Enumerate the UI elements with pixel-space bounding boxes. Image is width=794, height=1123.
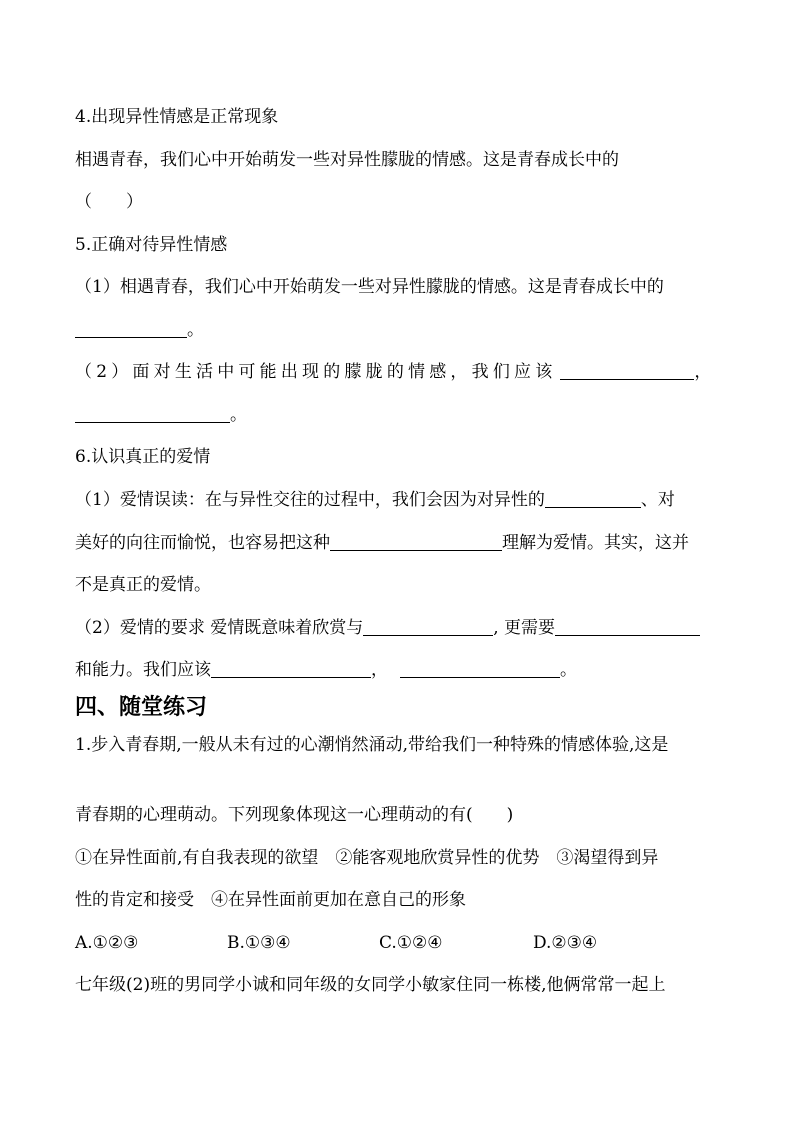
option-a[interactable]: A.①②③ [75,933,139,953]
fill-blank[interactable] [330,532,502,551]
section-6-q1-line3: 不是真正的爱情。 [75,575,211,595]
option-c[interactable]: C.①②④ [379,933,443,953]
section-4-text: 相遇青春，我们心中开始萌发一些对异性朦胧的情感。这是青春成长中的 [75,150,619,170]
section-5-q1-text: （1）相遇青春，我们心中开始萌发一些对异性朦胧的情感。这是青春成长中的 [75,277,664,297]
section-5-heading: 5.正确对待异性情感 [75,235,228,255]
section-6-q1-line2: 美好的向往而愉悦，也容易把这种 理解为爱情。其实，这并 [75,533,689,553]
fill-blank[interactable] [400,659,560,678]
section-6-q1-line1: （1）爱情误读：在与异性交往的过程中，我们会因为对异性的 、对 [75,490,675,510]
question-1-items-line2: 性的肯定和接受 ④在异性面前更加在意自己的形象 [75,890,466,910]
section-6-q2-line1: （2）爱情的要求 爱情既意味着欣赏与 , 更需要 [75,617,734,639]
section-6-q2-line2: 和能力。我们应该 ， 。 [75,660,577,680]
section-5-q2-line: （2）面对生活中可能出现的朦胧的情感，我们应该 ， [75,362,716,382]
fill-blank[interactable] [560,361,694,380]
option-b[interactable]: B.①③④ [227,933,291,953]
option-d[interactable]: D.②③④ [533,933,598,953]
fill-blank[interactable] [75,404,230,423]
section-6-heading: 6.认识真正的爱情 [75,447,211,467]
fill-blank[interactable] [75,319,187,338]
practice-section-title: 四、随堂练习 [75,695,208,720]
question-1-line2: 青春期的心理萌动。下列现象体现这一心理萌动的有( ) [75,805,514,825]
section-5-q2-answer-line: 。 [75,404,734,426]
fill-blank[interactable] [211,659,371,678]
question-1-options [75,932,734,954]
fill-blank[interactable] [555,617,700,636]
section-4-heading: 4.出现异性情感是正常现象 [75,107,279,127]
question-1-line1: 1.步入青春期,一般从未有过的心潮悄然涌动,带给我们一种特殊的情感体验,这是 [75,735,669,755]
fill-blank[interactable] [545,489,641,508]
question-1-items-line1: ①在异性面前,有自我表现的欲望 ②能客观地欣赏异性的优势 ③渴望得到异 [75,848,659,868]
answer-parentheses: （ ） [75,192,143,212]
fill-blank[interactable] [363,617,493,636]
question-2-line1: 七年级(2)班的男同学小诚和同年级的女同学小敏家住同一栋楼,他俩常常一起上 [75,975,666,995]
section-5-q1-answer-line: 。 [75,319,734,341]
